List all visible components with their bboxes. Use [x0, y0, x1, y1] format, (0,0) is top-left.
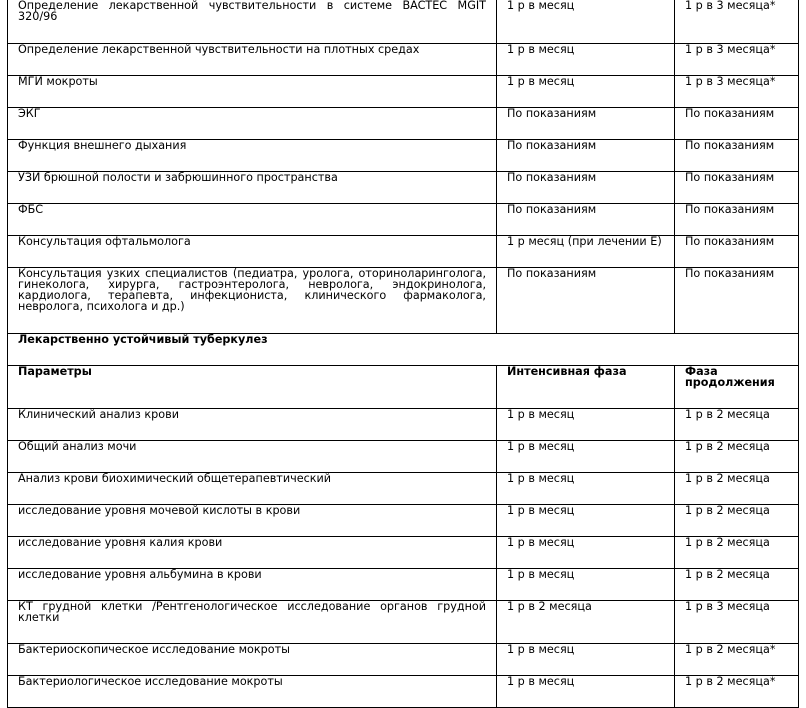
continuation-cell: По показаниям — [675, 108, 799, 140]
intensive-cell: 1 р в месяц — [497, 44, 675, 76]
param-cell: МГИ мокроты — [8, 76, 497, 108]
continuation-cell: 1 р в 2 месяца — [675, 505, 799, 537]
param-cell: КТ грудной клетки /Рентгенологическое исследование органов грудной клетки — [8, 601, 497, 644]
param-cell: Клинический анализ крови — [8, 409, 497, 441]
continuation-cell: 1 р в 2 месяца — [675, 409, 799, 441]
table-row — [8, 441, 799, 473]
table-row — [8, 505, 799, 537]
param-cell: УЗИ брюшной полости и забрюшинного пространства — [8, 172, 497, 204]
table-row — [8, 204, 799, 236]
param-cell: Бактериоскопическое исследование мокроты — [8, 644, 497, 676]
intensive-cell: По показаниям — [497, 140, 675, 172]
table-row — [8, 172, 799, 204]
section-title: Лекарственно устойчивый туберкулез — [8, 334, 799, 366]
param-cell: Анализ крови биохимический общетерапевтический — [8, 473, 497, 505]
intensive-cell: 1 р в месяц — [497, 76, 675, 108]
param-cell: Общий анализ мочи — [8, 441, 497, 473]
continuation-cell: По показаниям — [675, 172, 799, 204]
table-row — [8, 0, 799, 44]
table-row — [8, 44, 799, 76]
param-cell: Бактериологическое исследование мокроты — [8, 676, 497, 708]
intensive-cell: 1 р в месяц — [497, 0, 675, 44]
continuation-cell: 1 р в 2 месяца — [675, 441, 799, 473]
monitoring-table — [7, 0, 799, 708]
param-cell: исследование уровня альбумина в крови — [8, 569, 497, 601]
param-cell: ФБС — [8, 204, 497, 236]
table-row — [8, 601, 799, 644]
continuation-cell: 1 р в 2 месяца — [675, 537, 799, 569]
continuation-cell: По показаниям — [675, 204, 799, 236]
intensive-cell: 1 р в месяц — [497, 473, 675, 505]
table-row — [8, 676, 799, 708]
intensive-cell: 1 р в месяц — [497, 537, 675, 569]
table-row — [8, 569, 799, 601]
section-row — [8, 334, 799, 366]
param-cell: Функция внешнего дыхания — [8, 140, 497, 172]
intensive-cell: По показаниям — [497, 268, 675, 334]
param-cell: Консультация узких специалистов (педиатра, уролога, оториноларинголога, гинеколога, хирурга, гастроэнтеролога, невролога, эндокринолога, кардиолога, терапевта, инфекциониста, клинического фармаколога, невролога, психолога и др.) — [8, 268, 497, 334]
param-cell: Определение лекарственной чувствительности в системе BACTEC MGIT 320/96 — [8, 0, 497, 44]
intensive-cell: По показаниям — [497, 172, 675, 204]
continuation-cell: 1 р в 3 месяца* — [675, 76, 799, 108]
param-cell: исследование уровня калия крови — [8, 537, 497, 569]
continuation-cell: По показаниям — [675, 268, 799, 334]
continuation-cell: 1 р в 2 месяца* — [675, 644, 799, 676]
continuation-cell: 1 р в 2 месяца — [675, 473, 799, 505]
intensive-cell: 1 р в месяц — [497, 441, 675, 473]
header-continuation: Фаза продолжения — [675, 366, 799, 409]
param-cell: ЭКГ — [8, 108, 497, 140]
header-param: Параметры — [8, 366, 497, 409]
intensive-cell: По показаниям — [497, 108, 675, 140]
intensive-cell: 1 р в месяц — [497, 505, 675, 537]
continuation-cell: По показаниям — [675, 140, 799, 172]
intensive-cell: 1 р месяц (при лечении Е) — [497, 236, 675, 268]
continuation-cell: 1 р в 3 месяца* — [675, 44, 799, 76]
param-cell: исследование уровня мочевой кислоты в крови — [8, 505, 497, 537]
table-row — [8, 473, 799, 505]
continuation-cell: 1 р в 2 месяца* — [675, 676, 799, 708]
continuation-cell: 1 р в 2 месяца — [675, 569, 799, 601]
intensive-cell: 1 р в месяц — [497, 676, 675, 708]
continuation-cell: 1 р в 3 месяца* — [675, 0, 799, 44]
table-row — [8, 644, 799, 676]
intensive-cell: 1 р в месяц — [497, 644, 675, 676]
param-cell: Определение лекарственной чувствительности на плотных средах — [8, 44, 497, 76]
continuation-cell: 1 р в 3 месяца — [675, 601, 799, 644]
table-row — [8, 108, 799, 140]
param-cell: Консультация офтальмолога — [8, 236, 497, 268]
header-row — [8, 366, 799, 409]
table-row — [8, 140, 799, 172]
table-row — [8, 537, 799, 569]
table-row — [8, 76, 799, 108]
intensive-cell: 1 р в месяц — [497, 569, 675, 601]
table-row — [8, 236, 799, 268]
intensive-cell: 1 р в 2 месяца — [497, 601, 675, 644]
header-intensive: Интенсивная фаза — [497, 366, 675, 409]
intensive-cell: 1 р в месяц — [497, 409, 675, 441]
continuation-cell: По показаниям — [675, 236, 799, 268]
table-row — [8, 409, 799, 441]
table-row — [8, 268, 799, 334]
intensive-cell: По показаниям — [497, 204, 675, 236]
